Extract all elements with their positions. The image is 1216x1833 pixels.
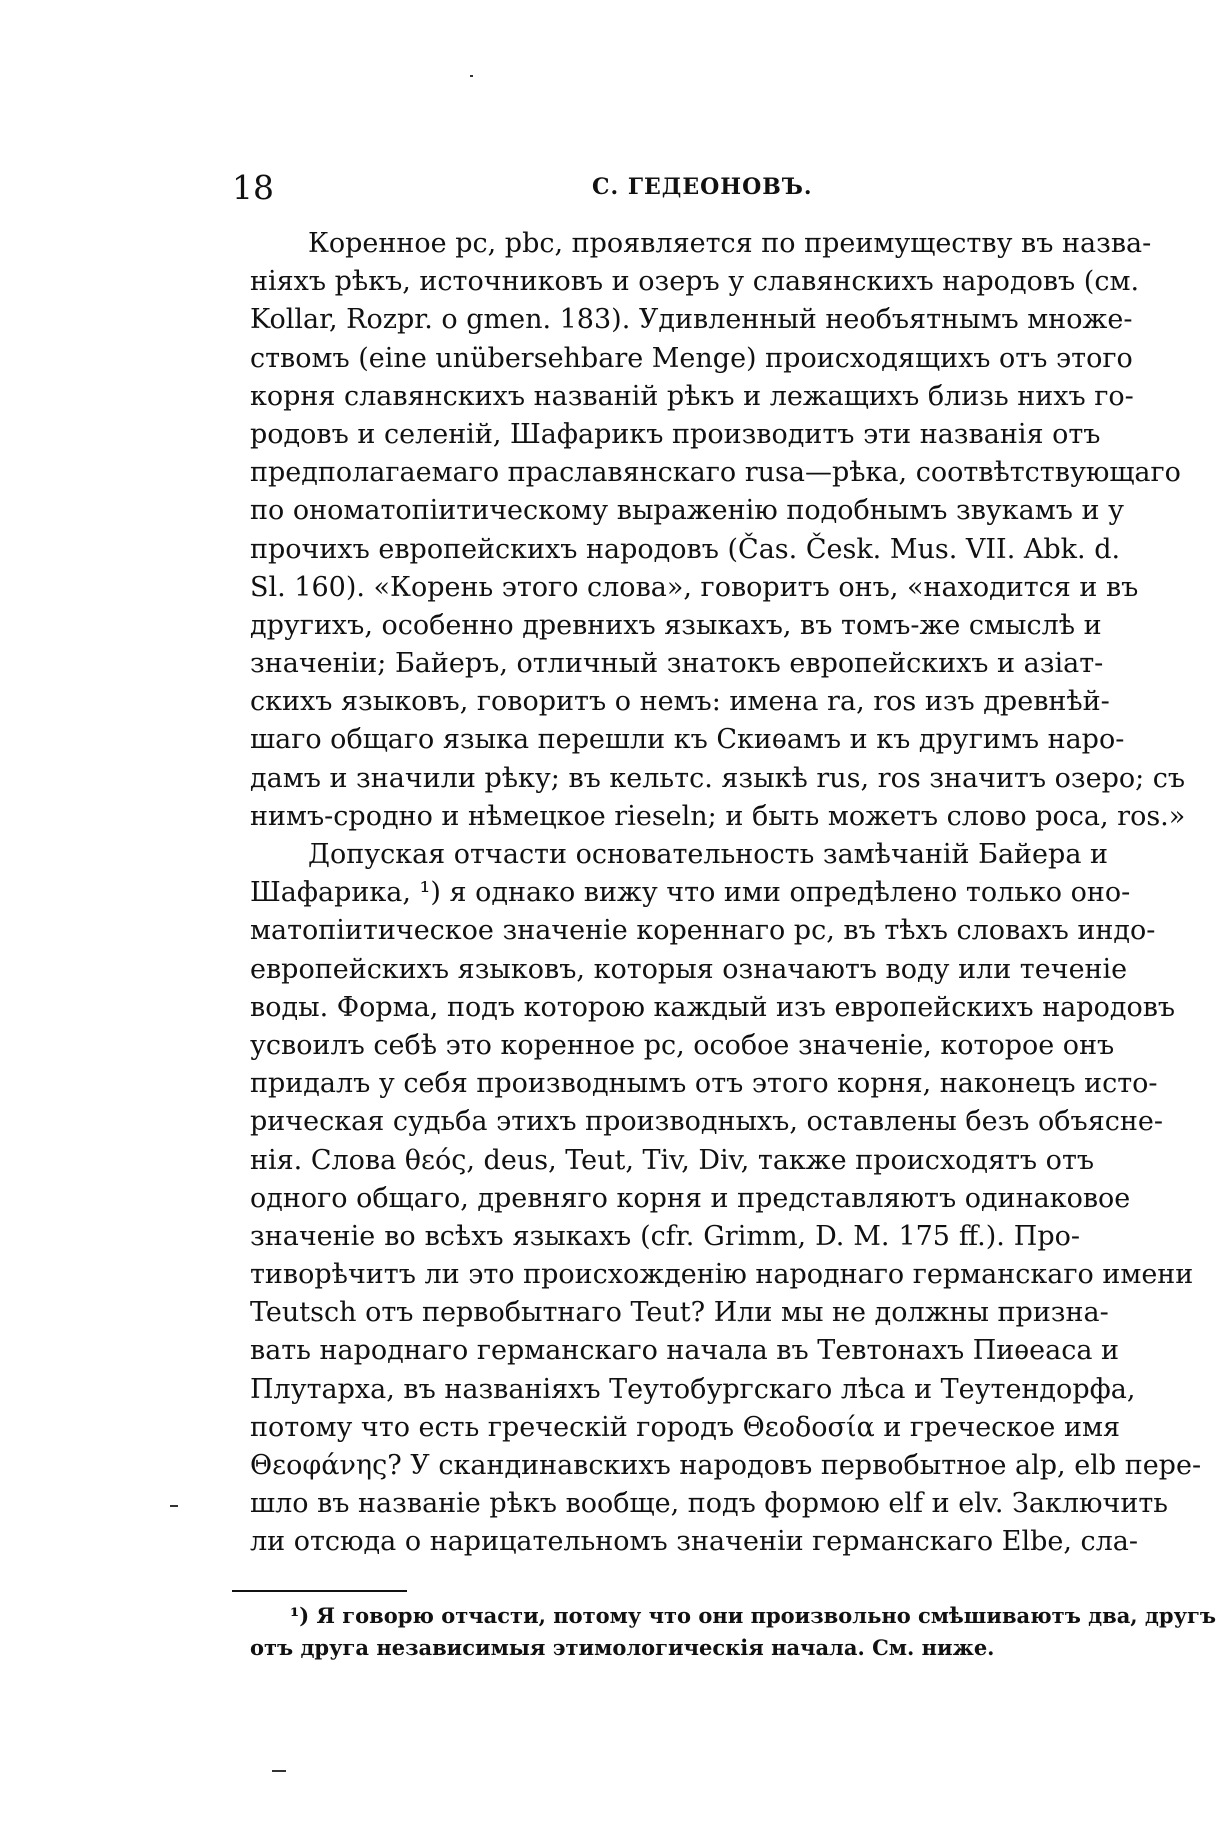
text-line: Плутарха, въ названіяхъ Теутобургскаго лѣса и Теутендорфа, — [250, 1373, 1136, 1405]
text-line: родовъ и селеній, Шафарикъ производитъ эти названія отъ — [250, 418, 1101, 450]
text-line: скихъ языковъ, говоритъ о немъ: имена ra, ros изъ древнѣй- — [250, 686, 1110, 718]
text-line: шло въ названіе рѣкъ вообще, подъ формою elf и elv. Заключить — [250, 1488, 1168, 1520]
page-header — [232, 168, 1062, 208]
text-line: европейскихъ языковъ, которыя означаютъ воду или теченіе — [250, 953, 1128, 985]
text-line: ніяхъ рѣкъ, источниковъ и озеръ у славянскихъ народовъ (см. — [250, 266, 1140, 298]
scan-speck — [272, 1770, 286, 1772]
text-line: корня славянскихъ названій рѣкъ и лежащихъ близь нихъ го- — [250, 380, 1134, 412]
text-line: прочихъ европейскихъ народовъ (Čas. Česk. Mus. VII. Abk. d. — [250, 533, 1121, 565]
running-head: С. ГЕДЕОНОВЪ. — [592, 174, 813, 200]
footnote-line: ¹) Я говорю отчасти, потому что они произвольно смѣшиваютъ два, другъ — [290, 1603, 1216, 1628]
footnotes — [250, 1600, 1216, 1664]
text-line: Шафарика, ¹) я однако вижу что ими опредѣлено только оно- — [250, 877, 1131, 909]
text-line: ствомъ (eine unübersehbare Menge) происходящихъ отъ этого — [250, 342, 1133, 374]
body-text — [250, 225, 1202, 1562]
footnote-line: отъ друга независимыя этимологическія начала. См. ниже. — [250, 1635, 995, 1660]
text-line: по ономатопіитическому выраженію подобнымъ звукамъ и у — [250, 495, 1124, 527]
text-line: ли отсюда о нарицательномъ значеніи германскаго Elbe, сла- — [250, 1526, 1139, 1558]
text-line: Sl. 160). «Корень этого слова», говоритъ онъ, «находится и въ — [250, 571, 1139, 603]
text-line: матопіитическое значеніе кореннаго рс, въ тѣхъ словахъ индо- — [250, 915, 1156, 947]
text-line: значеніи; Байеръ, отличный знатокъ европейскихъ и азіат- — [250, 648, 1104, 680]
scan-speck — [470, 75, 473, 77]
text-line: придалъ у себя производнымъ отъ этого корня, наконецъ исто- — [250, 1068, 1158, 1100]
page-number: 18 — [232, 168, 274, 207]
text-line: вать народнаго германскаго начала въ Тевтонахъ Пиѳеаса и — [250, 1335, 1120, 1367]
text-line: одного общаго, древняго корня и представляютъ одинаковое — [250, 1182, 1131, 1214]
text-line: усвоилъ себѣ это коренное рс, особое значеніе, которое онъ — [250, 1029, 1115, 1061]
text-line: рическая судьба этихъ производныхъ, оставлены безъ объясне- — [250, 1106, 1163, 1138]
text-line: предполагаемаго праславянскаго rusa—рѣка, соотвѣтствующаго — [250, 457, 1181, 489]
text-line: тиворѣчитъ ли это происхожденію народнаго германскаго имени — [250, 1259, 1194, 1291]
text-line: Θεοφάνης? У скандинавскихъ народовъ первобытное alp, elb пере- — [250, 1450, 1202, 1481]
text-line: воды. Форма, подъ которою каждый изъ европейскихъ народовъ — [250, 991, 1176, 1023]
text-line: Допуская отчасти основательность замѣчаній Байера и — [308, 839, 1108, 870]
text-line: дамъ и значили рѣку; въ кельтс. языкѣ rus, ros значитъ озеро; съ — [250, 762, 1186, 794]
scan-speck — [170, 1505, 178, 1507]
text-line: нимъ-сродно и нѣмецкое rieseln; и быть можетъ слово роса, ros.» — [250, 800, 1186, 832]
text-line: шаго общаго языка перешли къ Скиѳамъ и къ другимъ наро- — [250, 724, 1125, 756]
text-line: значеніе во всѣхъ языкахъ (cfr. Grimm, D. M. 175 ff.). Про- — [250, 1220, 1080, 1252]
text-line: другихъ, особенно древнихъ языкахъ, въ томъ-же смыслѣ и — [250, 609, 1102, 641]
text-line: нія. Слова θεός, deus, Teut, Tiv, Div, также происходятъ отъ — [250, 1144, 1095, 1176]
text-line: Kollar, Rozpr. o gmen. 183). Удивленный необъятнымъ множе- — [250, 304, 1133, 336]
text-line: Коренное рс, рbс, проявляется по преимуществу въ назва- — [308, 228, 1152, 259]
footnote-rule — [232, 1590, 407, 1592]
text-line: потому что есть греческій городъ Θεοδοσία и греческое имя — [250, 1411, 1121, 1443]
text-line: Teutsch отъ первобытнаго Teut? Или мы не должны призна- — [250, 1297, 1109, 1329]
